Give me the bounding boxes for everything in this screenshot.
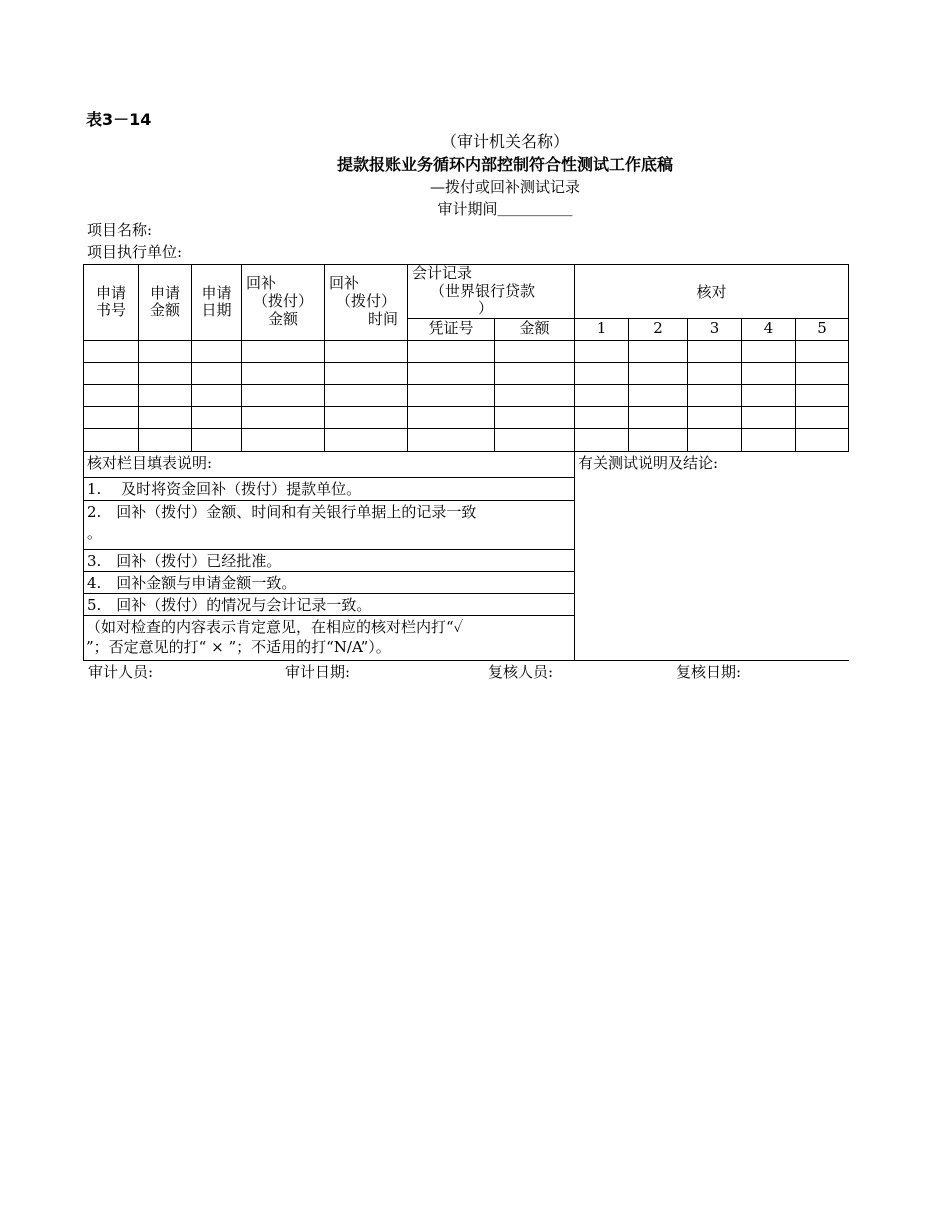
header-replenish-amount-line1: 回补 [246,274,277,292]
note-item-2-line1: 2. 回补（拨付）金额、时间和有关银行单据上的记录一致 [87,503,477,521]
notes-heading: 核对栏目填表说明: [87,454,213,472]
header-check-3: 3 [709,319,720,337]
header-check-2: 2 [653,319,663,337]
footer-auditor: 审计人员: [88,663,154,681]
conclusion-heading: 有关测试说明及结论: [578,454,719,472]
header-accounting-subtitle: （世界银行贷款 [430,282,536,300]
note-item-3: 3. 回补（拨付）已经批准。 [87,552,282,570]
header-check-4: 4 [763,319,774,337]
header-replenish-time-line2: （拨付） [335,292,396,310]
note-item-4: 4. 回补金额与申请金额一致。 [87,574,297,592]
note-item-5: 5. 回补（拨付）的情况与会计记录一致。 [87,596,372,614]
header-replenish-time-line3: 时间 [368,310,399,328]
header-application-amount: 申请 金额 [149,284,180,319]
note-item-1: 1. 及时将资金回补（拨付）提款单位。 [87,480,362,498]
note-item-2-line2: 。 [87,524,103,542]
footer-reviewer: 复核人员: [488,663,554,681]
header-application-no: 申请 书号 [95,284,126,319]
header-application-date: 申请 日期 [201,284,232,319]
note-remark-line2: ”；否定意见的打“ × ”；不适用的打“N/A”）。 [86,638,391,656]
footer-audit-date: 审计日期: [285,663,351,681]
org-name: （审计机关名称） [440,132,569,151]
project-name-label: 项目名称: [87,221,153,239]
header-accounting-close: ） [478,299,494,317]
header-check: 核对 [696,283,727,301]
header-replenish-amount-line2: （拨付） [252,292,313,310]
note-remark-line1: （如对检查的内容表示肯定意见，在相应的核对栏内打“✓ [86,618,464,636]
header-replenish-amount-line3: 金额 [267,310,298,328]
header-amount: 金额 [519,319,550,337]
table-number: 表3－14 [86,110,152,129]
audit-period: 审计期间＿＿＿＿＿ [437,200,573,218]
header-check-5: 5 [817,319,827,337]
header-replenish-time-line1: 回补 [329,274,360,292]
footer-review-date: 复核日期: [676,663,742,681]
page-subtitle: —拨付或回补测试记录 [429,178,580,196]
executing-unit-label: 项目执行单位: [87,243,183,261]
header-check-1: 1 [596,319,607,337]
header-accounting-records: 会计记录 [412,264,473,282]
header-voucher-no: 凭证号 [428,319,474,337]
page-title: 提款报账业务循环内部控制符合性测试工作底稿 [336,155,673,174]
